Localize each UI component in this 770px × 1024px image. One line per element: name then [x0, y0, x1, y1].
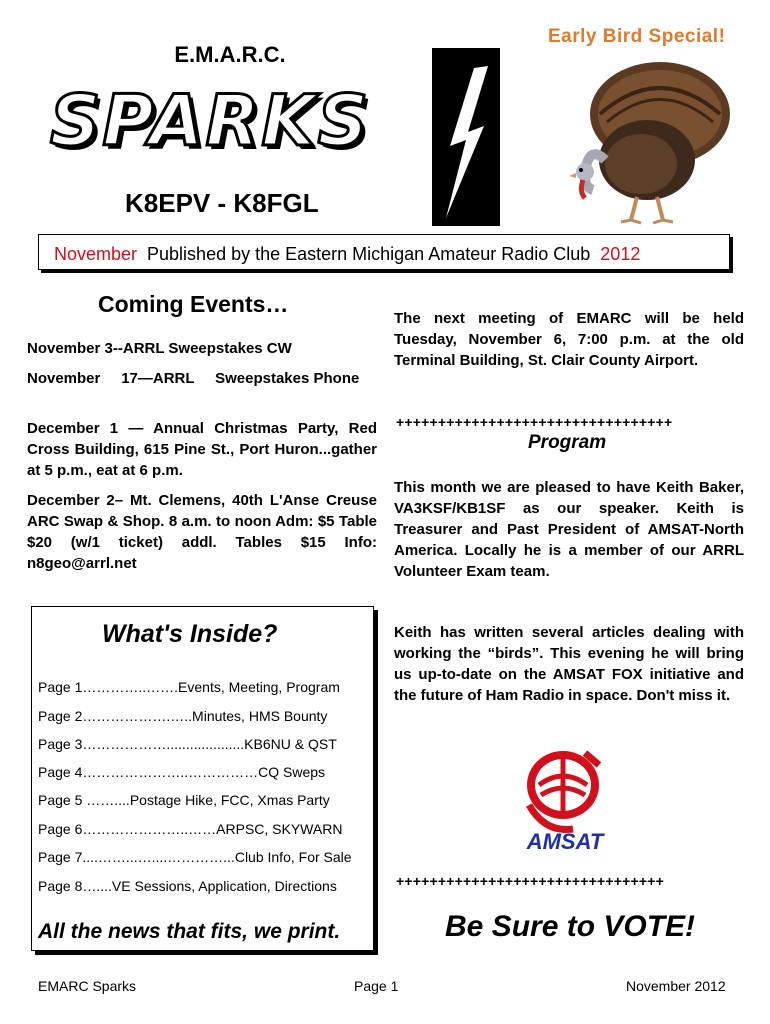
publication-year: 2012 [600, 244, 641, 264]
toc-entry: Page 2……………….…..Minutes, HMS Bounty [38, 708, 328, 724]
publication-line [54, 244, 640, 265]
event-item: December 1 — Annual Christmas Party, Red Cross Building, 615 Pine St., Port Huron...gather at 5 p.m., eat at 6 p.m. [27, 420, 377, 479]
toc-entry: Page 8…....VE Sessions, Application, Directions [38, 878, 337, 894]
publication-month: November [54, 244, 138, 264]
early-bird-banner: Early Bird Special! [548, 26, 726, 47]
separator-line: +++++++++++++++++++++++++++++++++ [396, 414, 673, 430]
program-heading: Program [528, 432, 607, 453]
club-abbreviation: E.M.A.R.C. [174, 42, 286, 67]
meeting-notice: The next meeting of EMARC will be held Tuesday, November 6, 7:00 p.m. at the old Terminal Building, St. Clair County Airport. [394, 310, 744, 369]
event-item: November 17—ARRL Sweepstakes Phone [27, 370, 360, 387]
program-paragraph: Keith has written several articles dealing with working the “birds”. This evening he will bring us up-to-date on the AMSAT FOX initiative and the future of Ham Radio in space. Don't miss it. [394, 624, 744, 704]
program-paragraph: This month we are pleased to have Keith Baker, VA3KSF/KB1SF as our speaker. Keith is Treasurer and Past President of AMSAT-North America. Locally he is a member of our ARRL Volunteer Exam team. [394, 479, 744, 580]
vote-reminder: Be Sure to VOTE! [445, 910, 696, 943]
toc-entry: Page 4…………………..……………CQ Sweps [38, 764, 326, 780]
footer-date: November 2012 [626, 978, 726, 994]
amsat-logo [515, 745, 615, 855]
coming-events-heading: Coming Events… [98, 291, 289, 317]
footer-page-number: Page 1 [354, 978, 399, 994]
club-callsigns: K8EPV - K8FGL [125, 188, 319, 218]
newsletter-motto: All the news that fits, we print. [38, 920, 341, 943]
turkey-illustration [545, 52, 735, 227]
toc-entry: Page 7....……...…....…………...Club Info, For Sale [38, 849, 352, 865]
lightning-bolt-icon [432, 48, 500, 226]
amsat-logo-text: AMSAT [526, 829, 604, 854]
toc-entry: Page 3………………....................KB6NU & QST [38, 736, 337, 752]
toc-entry: Page 1…………..…….Events, Meeting, Program [38, 679, 340, 695]
event-item: November 3--ARRL Sweepstakes CW [27, 340, 292, 357]
footer-publication: EMARC Sparks [38, 978, 137, 994]
separator-line: ++++++++++++++++++++++++++++++++ [396, 873, 665, 889]
publication-text: Published by the Eastern Michigan Amateur Radio Club [137, 244, 601, 264]
toc-entry: Page 6…………………..……ARPSC, SKYWARN [38, 821, 343, 837]
toc-entry: Page 5 ……....Postage Hike, FCC, Xmas Party [38, 792, 330, 808]
whats-inside-heading: What's Inside? [102, 620, 278, 648]
event-item: December 2– Mt. Clemens, 40th L'Anse Creuse ARC Swap & Shop. 8 a.m. to noon Adm: $5 Table $20 (w/1 ticket) addl. Tables $15 Info: n8geo@arrl.net [27, 492, 377, 572]
newsletter-title: SPARKS [50, 80, 371, 162]
